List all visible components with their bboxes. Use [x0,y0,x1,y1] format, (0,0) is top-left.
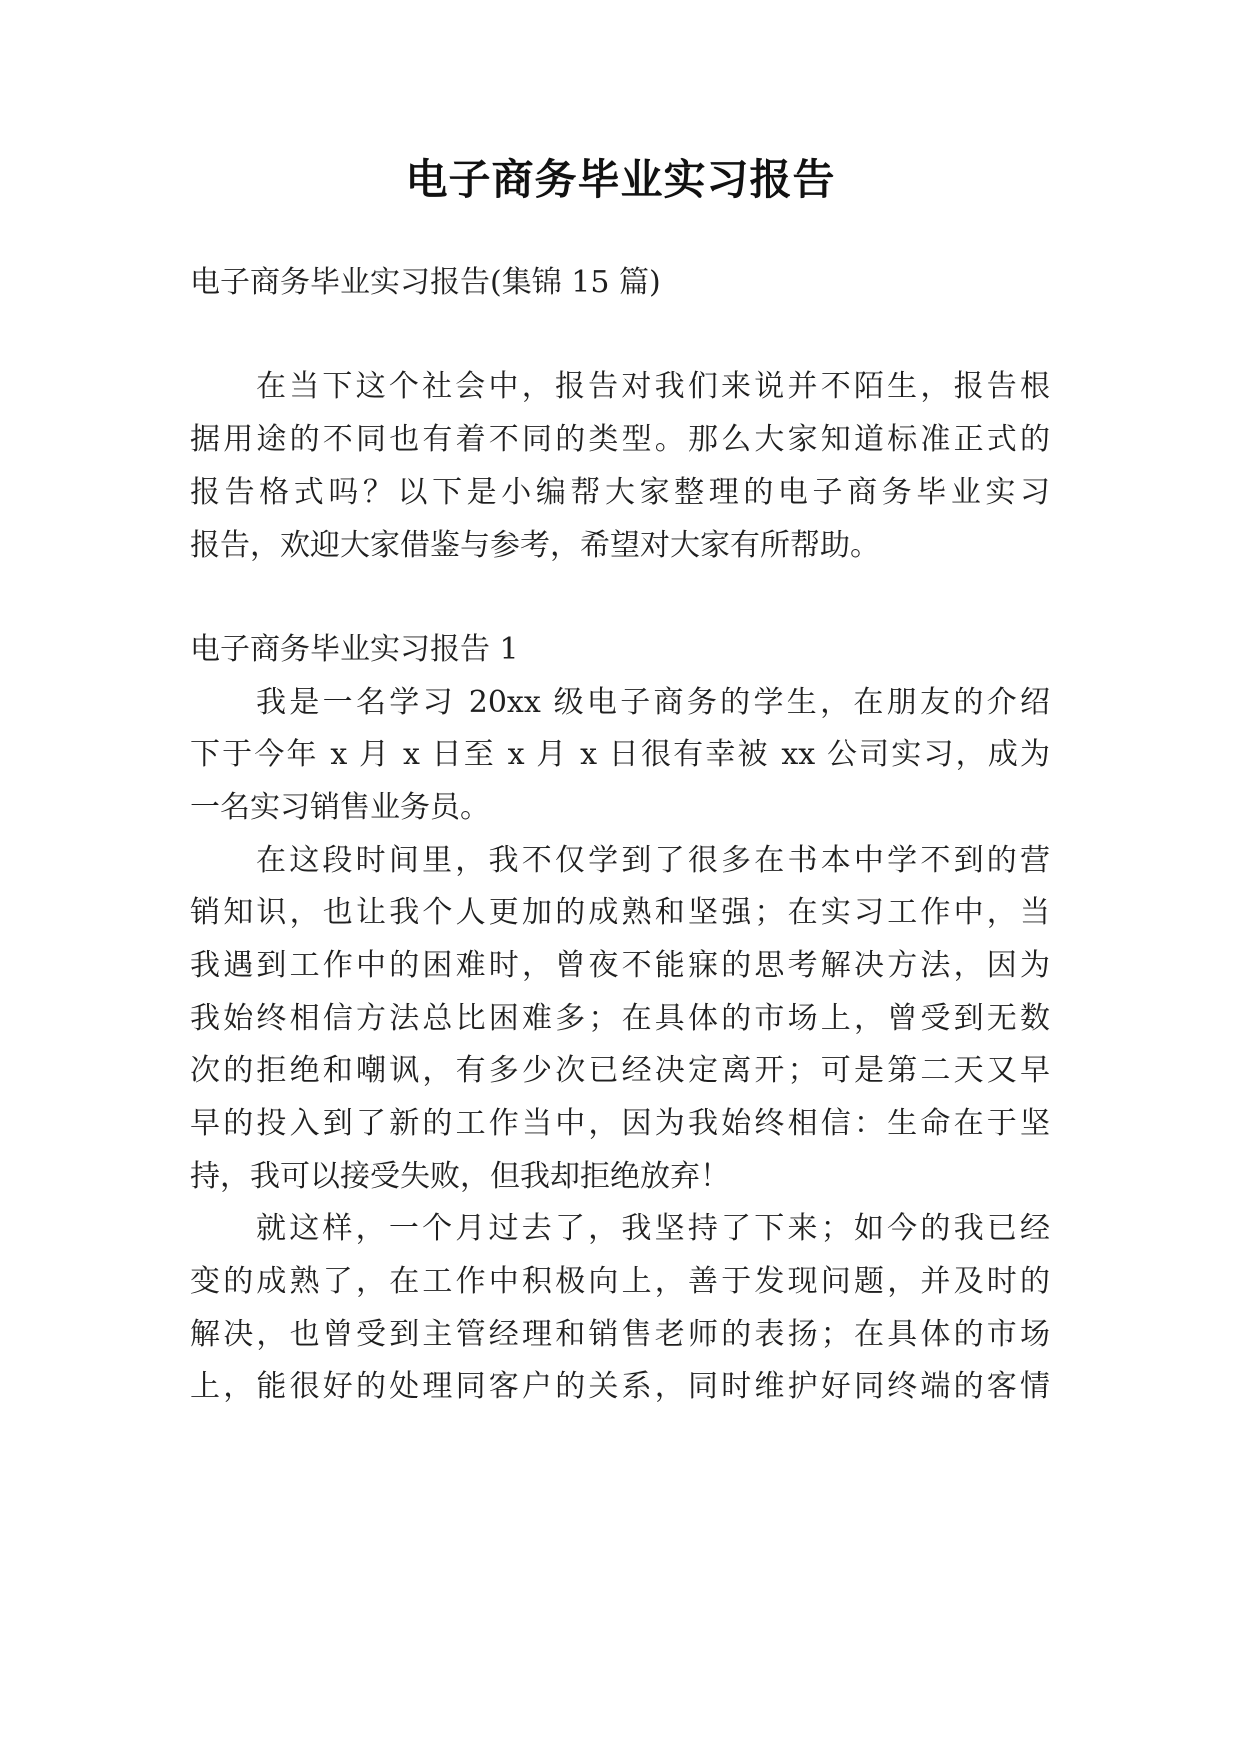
document-subtitle: 电子商务毕业实习报告(集锦 15 篇) [190,265,661,300]
paragraph-line: 我是一名学习 20xx 级电子商务的学生，在朋友的介绍 [256,685,1050,720]
paragraph-line: 早的投入到了新的工作当中，因为我始终相信：生命在于坚 [190,1106,1050,1141]
paragraph-line: 上，能很好的处理同客户的关系，同时维护好同终端的客情 [190,1369,1050,1404]
paragraph-line: 一名实习销售业务员。 [190,790,490,825]
paragraph-line: 下于今年 x 月 x 日至 x 月 x 日很有幸被 xx 公司实习，成为 [190,737,1050,772]
paragraph-line: 我始终相信方法总比困难多；在具体的市场上，曾受到无数 [190,1001,1050,1036]
paragraph-line: 次的拒绝和嘲讽，有多少次已经决定离开；可是第二天又早 [190,1053,1050,1088]
paragraph-line: 在这段时间里，我不仅学到了很多在书本中学不到的营 [256,843,1050,878]
paragraph-line: 销知识，也让我个人更加的成熟和坚强；在实习工作中，当 [190,895,1050,930]
paragraph-line: 在当下这个社会中，报告对我们来说并不陌生，报告根 [256,369,1050,404]
paragraph-line: 就这样，一个月过去了，我坚持了下来；如今的我已经 [256,1211,1050,1246]
paragraph-line: 解决，也曾受到主管经理和销售老师的表扬；在具体的市场 [190,1317,1050,1352]
paragraph-line: 据用途的不同也有着不同的类型。那么大家知道标准正式的 [190,422,1050,457]
paragraph-line: 我遇到工作中的困难时，曾夜不能寐的思考解决方法，因为 [190,948,1050,983]
paragraph-line: 报告，欢迎大家借鉴与参考，希望对大家有所帮助。 [190,528,880,563]
section-heading: 电子商务毕业实习报告 1 [190,632,519,667]
paragraph-line: 变的成熟了，在工作中积极向上，善于发现问题，并及时的 [190,1264,1050,1299]
paragraph-line: 持，我可以接受失败，但我却拒绝放弃！ [190,1159,730,1194]
document-title: 电子商务毕业实习报告 [405,155,836,204]
paragraph-line: 报告格式吗？以下是小编帮大家整理的电子商务毕业实习 [190,475,1050,510]
